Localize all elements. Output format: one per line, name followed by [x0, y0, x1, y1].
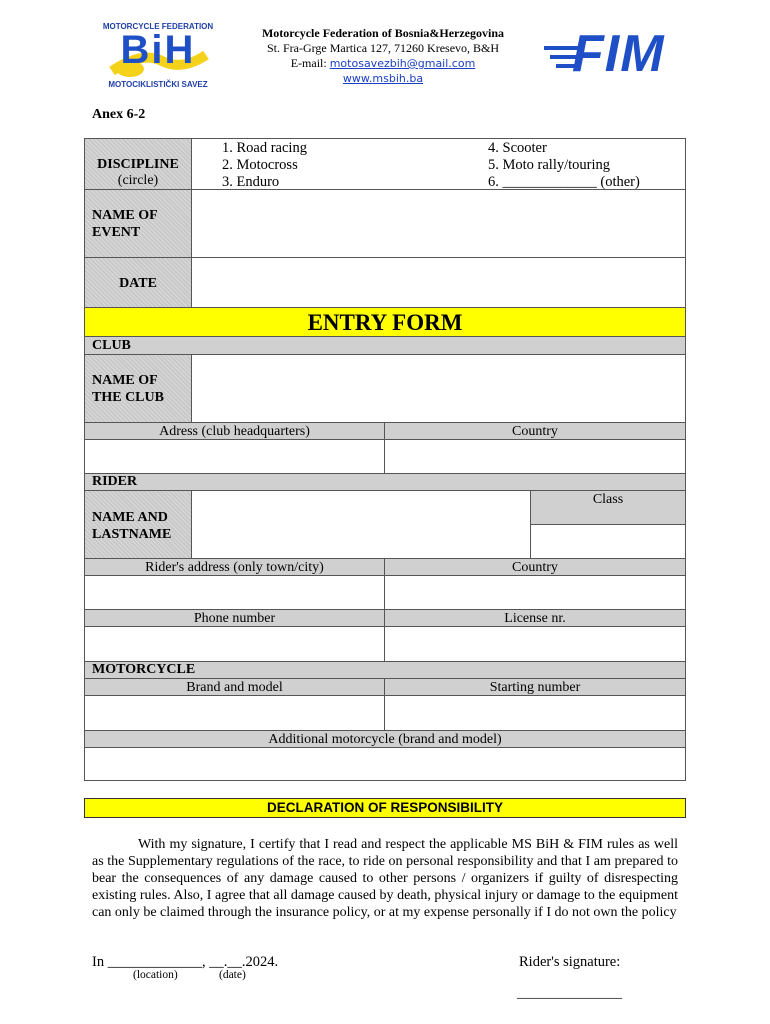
club-country-label-cell	[384, 422, 686, 440]
discipline-label-cell	[84, 138, 192, 190]
date-caption: (date)	[219, 969, 246, 981]
org-header-block	[230, 26, 536, 86]
signature-label: Rider's signature:	[519, 954, 621, 970]
federation-logo	[102, 22, 214, 92]
discipline-option[interactable]: 5. Moto rally/touring	[488, 157, 611, 173]
club-address-label: Adress (club headquarters)	[159, 424, 310, 439]
event-name-label-2: EVENT	[92, 225, 141, 240]
declaration-text: With my signature, I certify that I read and respect the applicable MS BiH & FIM rules as well as the Supplementary regulations of the race, to ride on personal responsibility and that I am prepared to bear the consequences of any damage caused to other persons / organizers if guilty of disrespecting existing rules. Also, I agree that all damage caused by death, physical injury or damage to the equipment can only be claimed through the insurance policy, or at my expense personally if I do not own the policy	[92, 837, 678, 920]
phone-label-cell	[84, 609, 385, 627]
rider-section-label: RIDER	[92, 474, 138, 489]
brand-label-cell	[84, 678, 385, 696]
date-label-cell	[84, 257, 192, 308]
location-caption: (location)	[133, 969, 178, 981]
license-label: License nr.	[504, 611, 566, 626]
discipline-option[interactable]: 1. Road racing	[222, 140, 307, 156]
rider-address-label-cell	[84, 558, 385, 576]
declaration-banner	[84, 798, 686, 818]
class-label: Class	[592, 492, 624, 507]
motorcycle-section-label: MOTORCYCLE	[92, 662, 196, 677]
phone-label: Phone number	[193, 611, 276, 626]
motorcycle-section-header	[84, 661, 686, 679]
discipline-option[interactable]: 3. Enduro	[222, 174, 280, 190]
starting-number-label-cell	[384, 678, 686, 696]
starting-number-field[interactable]	[384, 695, 686, 731]
club-country-label: Country	[512, 424, 558, 439]
rider-name-label-2: LASTNAME	[92, 527, 172, 542]
email-link[interactable]: motosavezbih@gmail.com	[329, 57, 476, 70]
rider-country-label: Country	[512, 560, 558, 575]
discipline-options-cell	[191, 138, 686, 190]
rider-country-label-cell	[384, 558, 686, 576]
org-address: St. Fra-Grge Martica 127, 71260 Kresevo, B&H	[266, 41, 500, 55]
rider-address-label: Rider's address (only town/city)	[145, 560, 324, 575]
fim-logo	[542, 25, 672, 83]
club-name-field[interactable]	[191, 354, 686, 423]
email-prefix: E-mail:	[290, 56, 330, 70]
date-label: DATE	[119, 276, 157, 291]
starting-number-label: Starting number	[489, 680, 581, 695]
discipline-option[interactable]: 4. Scooter	[488, 140, 547, 156]
rider-name-label-1: NAME AND	[92, 510, 168, 525]
logo-mid-text: BiH	[120, 28, 196, 72]
entry-form-title: ENTRY FORM	[307, 310, 463, 335]
website-line	[230, 71, 536, 86]
rider-name-label-cell	[84, 490, 192, 559]
event-name-field[interactable]	[191, 189, 686, 258]
logo-top-text: MOTORCYCLE FEDERATION	[102, 22, 214, 31]
license-field[interactable]	[384, 626, 686, 662]
club-section-label: CLUB	[92, 338, 131, 353]
license-label-cell	[384, 609, 686, 627]
annex-label: Anex 6-2	[92, 107, 146, 122]
club-address-label-cell	[84, 422, 385, 440]
additional-moto-label: Additional motorcycle (brand and model)	[268, 732, 502, 747]
additional-moto-label-cell	[84, 730, 686, 748]
website-link[interactable]: www.msbih.ba	[342, 72, 424, 85]
club-name-label-cell	[84, 354, 192, 423]
brand-field[interactable]	[84, 695, 385, 731]
club-name-label-1: NAME OF	[92, 373, 158, 388]
club-address-field[interactable]	[84, 439, 385, 474]
rider-name-field[interactable]	[191, 490, 531, 559]
event-name-label-cell	[84, 189, 192, 258]
signature-line[interactable]: _______________	[517, 986, 622, 1001]
rider-address-field[interactable]	[84, 575, 385, 610]
club-name-label-2: THE CLUB	[92, 390, 164, 405]
brand-label: Brand and model	[186, 680, 283, 695]
event-name-label-1: NAME OF	[92, 208, 158, 223]
entry-form-banner	[84, 307, 686, 337]
discipline-sublabel: (circle)	[117, 173, 159, 188]
discipline-option[interactable]: 2. Motocross	[222, 157, 298, 173]
discipline-label: DISCIPLINE	[97, 157, 179, 172]
place-date-line: In _____________, __.__.2024.	[92, 954, 279, 970]
discipline-options-left	[222, 140, 307, 191]
club-section-header	[84, 336, 686, 355]
declaration-title: DECLARATION OF RESPONSIBILITY	[266, 800, 503, 815]
discipline-option[interactable]: 6. _____________ (other)	[488, 174, 640, 190]
class-field[interactable]	[530, 524, 686, 559]
org-name: Motorcycle Federation of Bosnia&Herzegovina	[261, 26, 505, 40]
date-field[interactable]	[191, 257, 686, 308]
phone-field[interactable]	[84, 626, 385, 662]
additional-moto-field[interactable]	[84, 747, 686, 781]
org-email-line	[230, 56, 536, 71]
class-label-cell	[530, 490, 686, 525]
rider-section-header	[84, 473, 686, 491]
club-country-field[interactable]	[384, 439, 686, 474]
logo-bottom-text: MOTOCIKLISTIČKI SAVEZ	[108, 80, 208, 89]
rider-country-field[interactable]	[384, 575, 686, 610]
discipline-options-right	[488, 140, 640, 191]
fim-logo-text: FIM	[572, 25, 665, 83]
